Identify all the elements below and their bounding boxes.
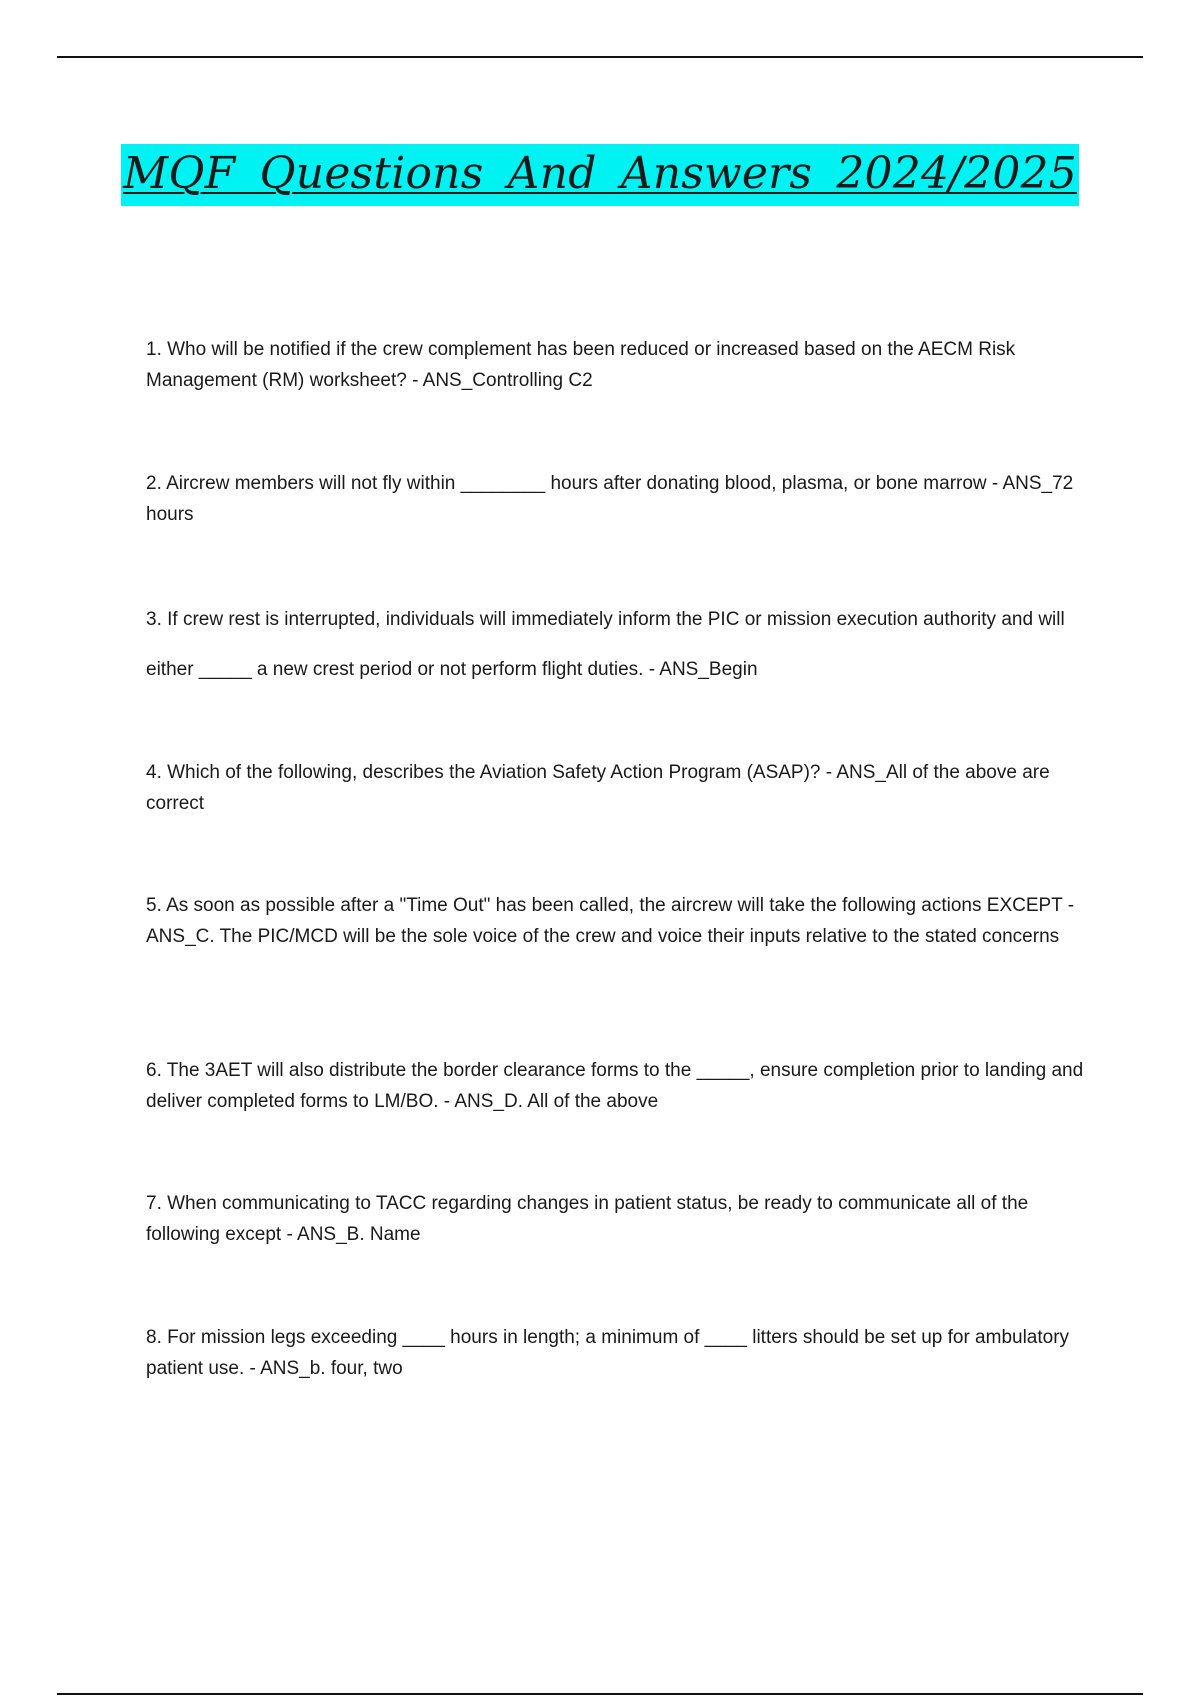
question-3: 3. If crew rest is interrupted, individuals will immediately inform the PIC or mission execution authority and will either _____ a new crest period or not perform flight duties. - ANS_Begin: [146, 609, 1065, 680]
bottom-rule: [57, 1693, 1143, 1695]
question-2: 2. Aircrew members will not fly within ________ hours after donating blood, plasma, or bone marrow - ANS_72 hours: [146, 473, 1074, 525]
question-4: 4. Which of the following, describes the Aviation Safety Action Program (ASAP)? - ANS_All of the above are correct: [146, 762, 1050, 814]
question-7: 7. When communicating to TACC regarding changes in patient status, be ready to communicate all of the following except - ANS_B. Name: [146, 1193, 1029, 1245]
top-rule: [57, 56, 1143, 58]
question-8: 8. For mission legs exceeding ____ hours in length; a minimum of ____ litters should be set up for ambulatory patient use. - ANS_b. four, two: [146, 1327, 1070, 1379]
title-container: [0, 144, 1200, 206]
question-1: 1. Who will be notified if the crew complement has been reduced or increased based on the AECM Risk Management (RM) worksheet? - ANS_Controlling C2: [146, 339, 1016, 391]
question-5: 5. As soon as possible after a "Time Out" has been called, the aircrew will take the following actions EXCEPT - ANS_C. The PIC/MCD will be the sole voice of the crew and voice their inputs relative to the stated concerns: [146, 895, 1075, 947]
question-6: 6. The 3AET will also distribute the border clearance forms to the _____, ensure completion prior to landing and deliver completed forms to LM/BO. - ANS_D. All of the above: [146, 1060, 1084, 1112]
document-title: MQF Questions And Answers 2024/2025: [121, 144, 1079, 206]
